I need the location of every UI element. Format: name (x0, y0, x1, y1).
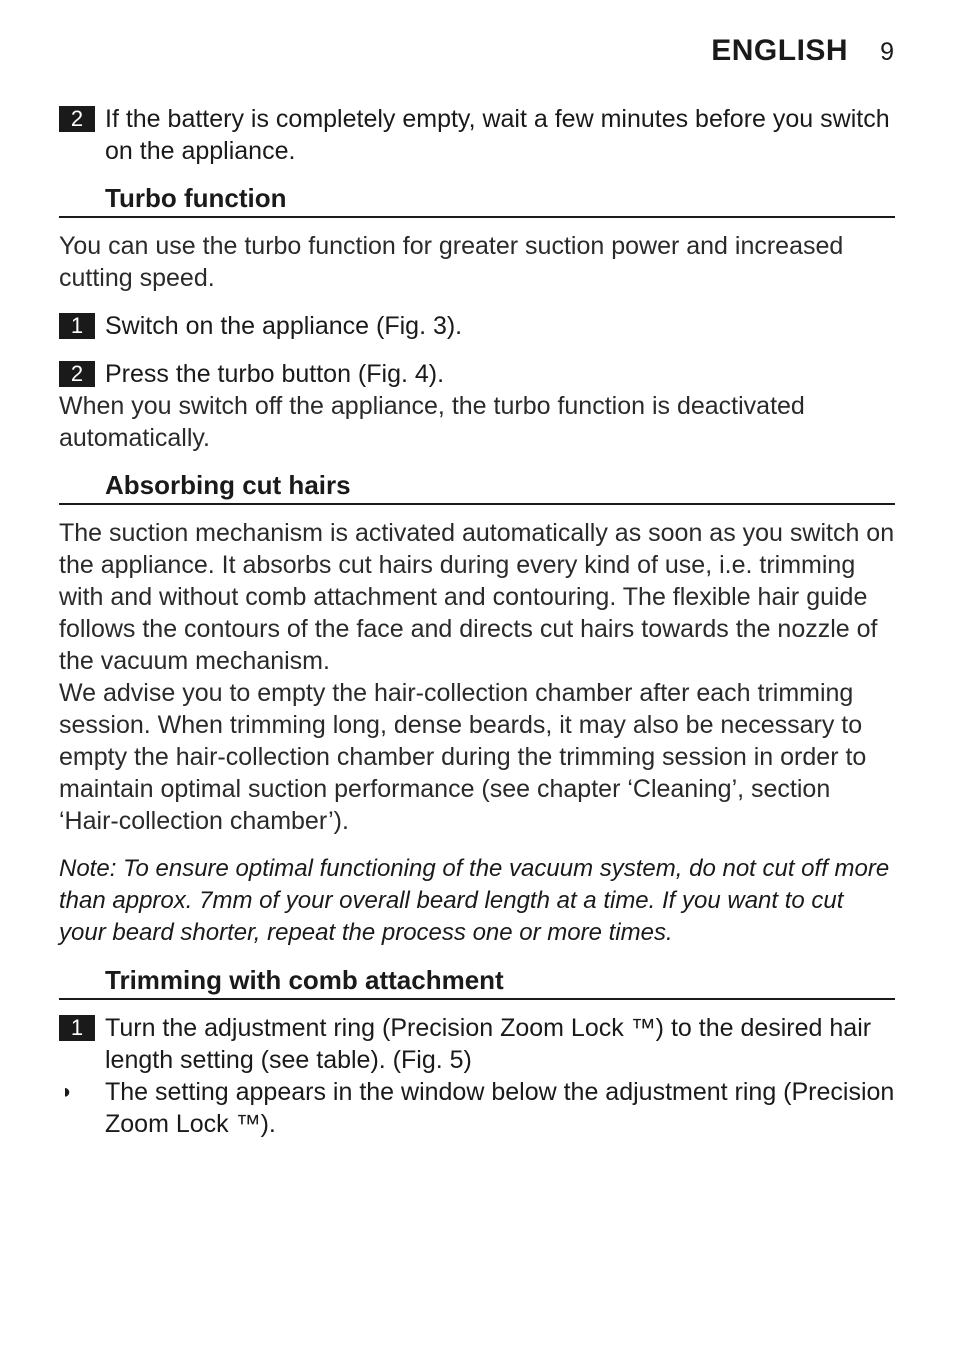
absorbing-paragraph-2: We advise you to empty the hair-collection chamber after each trimming session. When trimming long, dense beards, it may also be necessary to empty the hair-collection chamber during the trimming session in order to maintain optimal suction performance (see chapter ‘Cleaning’, section ‘Hair-collection chamber’). (59, 679, 867, 835)
step-switch-on (59, 310, 895, 342)
step-battery (59, 103, 895, 167)
header-language: ENGLISH (711, 34, 849, 67)
step-number-badge: 2 (59, 106, 95, 132)
bullet-setting-window (59, 1076, 895, 1140)
step-text: If the battery is completely empty, wait a few minutes before you switch on the appliance. (105, 105, 890, 165)
step-text: Press the turbo button (Fig. 4). (105, 360, 445, 388)
note-paragraph: Note: To ensure optimal functioning of the vacuum system, do not cut off more than approx. 7mm of your overall beard length at a time. If you want to cut your beard shorter, repeat the process one or more times. (59, 855, 890, 946)
page-content (59, 103, 895, 1140)
bullet-arrow-icon: ◗ (61, 1081, 74, 1103)
step-number-badge: 2 (59, 361, 95, 387)
heading-turbo-function: Turbo function (59, 182, 895, 218)
turbo-intro-paragraph: You can use the turbo function for greater suction power and increased cutting speed. (59, 232, 844, 292)
step-press-turbo (59, 358, 895, 390)
heading-trimming-with-comb: Trimming with comb attachment (59, 964, 895, 1000)
page-header (711, 34, 894, 68)
turbo-deactivation-paragraph: When you switch off the appliance, the turbo function is deactivated automatically. (59, 392, 805, 452)
step-text: Turn the adjustment ring (Precision Zoom Lock ™) to the desired hair length setting (see table). (Fig. 5) (105, 1014, 872, 1074)
step-text: Switch on the appliance (Fig. 3). (105, 312, 463, 340)
heading-absorbing-cut-hairs: Absorbing cut hairs (59, 469, 895, 505)
absorbing-paragraph-1: The suction mechanism is activated automatically as soon as you switch on the appliance. It absorbs cut hairs during every kind of use, i.e. trimming with and without comb attachment and contouring. The flexible hair guide follows the contours of the face and directs cut hairs towards the nozzle of the vacuum mechanism. (59, 519, 895, 675)
bullet-text: The setting appears in the window below the adjustment ring (Precision Zoom Lock ™). (105, 1078, 895, 1138)
step-number-badge: 1 (59, 1015, 95, 1041)
step-number-badge: 1 (59, 313, 95, 339)
page-number: 9 (880, 38, 894, 66)
step-turn-adjustment-ring (59, 1012, 895, 1076)
